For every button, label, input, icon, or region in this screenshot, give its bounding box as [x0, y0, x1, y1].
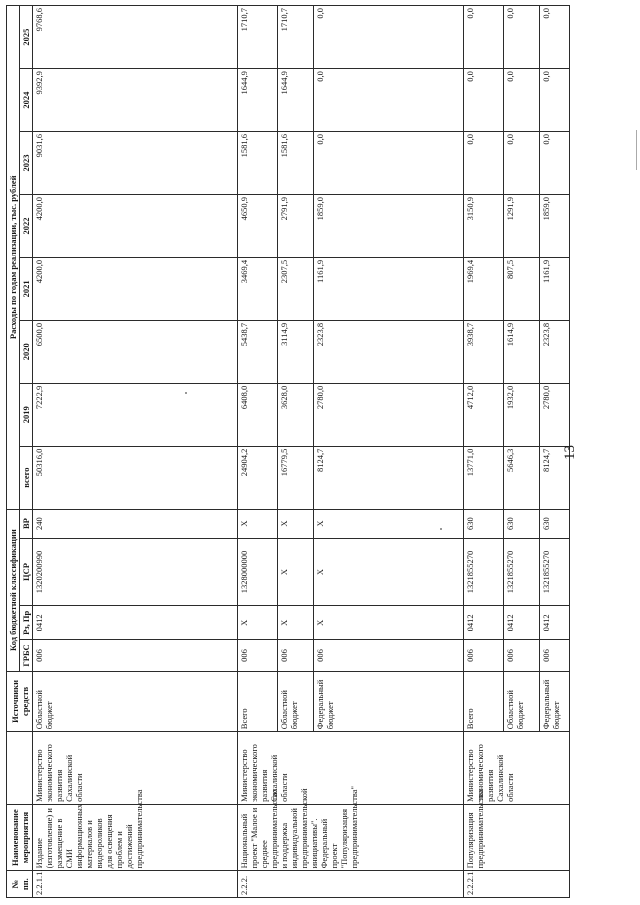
row-value-2025: 0,0	[504, 6, 540, 69]
row-value-2024: 0,0	[504, 69, 540, 132]
row-value-2024: 9392,9	[33, 69, 238, 132]
row-grbs: 006	[33, 640, 238, 671]
header-executor	[7, 732, 33, 805]
table-body	[33, 6, 570, 898]
row-rzpr: 0412	[464, 606, 504, 640]
row-source: Областной бюджет	[278, 671, 314, 732]
row-value-2022: 4200,0	[33, 194, 238, 257]
row-value-2024: 1644,9	[278, 69, 314, 132]
row-vr: Х	[278, 509, 314, 538]
row-csr: 1321855270	[464, 538, 504, 606]
row-value-2025: 1710,7	[238, 6, 278, 69]
row-grbs: 006	[504, 640, 540, 671]
row-value-2021: 4200,0	[33, 257, 238, 320]
header-total: всего	[20, 446, 33, 509]
row-value-2023: 1581,6	[238, 132, 278, 195]
row-value-2022: 1859,0	[540, 194, 570, 257]
row-value-2021: 1161,9	[540, 257, 570, 320]
row-grbs: 006	[278, 640, 314, 671]
row-source: Всего	[464, 671, 504, 732]
row-number: 2.2.1.1.	[33, 871, 238, 898]
row-executor: Министерство экономического развития Сахалинской области	[33, 732, 238, 805]
scan-speck	[440, 528, 442, 530]
row-value-2023: 0,0	[464, 132, 504, 195]
row-value-2020: 3114,9	[278, 320, 314, 383]
row-activity-name: Популяризация предпринимательства	[464, 804, 570, 871]
row-value-2021: 807,5	[504, 257, 540, 320]
row-value-2023: 0,0	[504, 132, 540, 195]
row-value-total: 13771,0	[464, 446, 504, 509]
scan-speck	[185, 392, 187, 394]
row-activity-name: Издание (изготовление) и размещение в СМИ информационных материалов и видеороликов для освещения проблем и достижений предпринимательства	[33, 804, 238, 871]
row-value-2020: 2323,8	[540, 320, 570, 383]
row-grbs: 006	[314, 640, 464, 671]
row-value-2019: 7222,9	[33, 383, 238, 446]
row-grbs: 006	[238, 640, 278, 671]
header-year-2019: 2019	[20, 383, 33, 446]
header-name: Наименование мероприятия	[7, 804, 33, 871]
row-vr: Х	[314, 509, 464, 538]
row-activity-name: Национальный проект "Малое и среднее предпринимательство и поддержка индивидуальной предпринимательской инициативы". Федеральный проект "Популяризация предпринимательства"	[238, 804, 464, 871]
row-rzpr: 0412	[540, 606, 570, 640]
row-rzpr: Х	[278, 606, 314, 640]
row-vr: 240	[33, 509, 238, 538]
header-year-2021: 2021	[20, 257, 33, 320]
row-value-2019: 1932,0	[504, 383, 540, 446]
row-value-total: 24904,2	[238, 446, 278, 509]
row-grbs: 006	[464, 640, 504, 671]
row-source: Федеральный бюджет	[314, 671, 464, 732]
row-value-total: 8124,7	[314, 446, 464, 509]
row-csr: 1328000000	[238, 538, 278, 606]
row-value-2019: 6408,0	[238, 383, 278, 446]
row-source: Областной бюджет	[33, 671, 238, 732]
row-value-2020: 2323,8	[314, 320, 464, 383]
header-year-2024: 2024	[20, 69, 33, 132]
row-value-2023: 0,0	[314, 132, 464, 195]
row-value-2024: 0,0	[314, 69, 464, 132]
row-value-2021: 2307,5	[278, 257, 314, 320]
row-source: Всего	[238, 671, 278, 732]
row-rzpr: 0412	[33, 606, 238, 640]
row-vr: 630	[504, 509, 540, 538]
row-value-total: 50316,0	[33, 446, 238, 509]
row-value-2021: 1969,4	[464, 257, 504, 320]
row-value-total: 8124,7	[540, 446, 570, 509]
table-row	[33, 6, 238, 898]
header-expenses-group: Расходы по годам реализации, тыс. рублей	[7, 6, 20, 510]
row-value-2022: 3150,9	[464, 194, 504, 257]
header-year-2022: 2022	[20, 194, 33, 257]
row-source: Областной бюджет	[504, 671, 540, 732]
row-value-total: 16779,5	[278, 446, 314, 509]
row-rzpr: 0412	[504, 606, 540, 640]
row-value-2021: 3469,4	[238, 257, 278, 320]
table-row	[238, 6, 278, 898]
row-vr: Х	[238, 509, 278, 538]
row-executor: Министерство экономического развития Сахалинской области	[238, 732, 464, 805]
row-executor: Министерство экономического развития Сахалинской области	[464, 732, 570, 805]
row-vr: 630	[464, 509, 504, 538]
row-value-2019: 4712,0	[464, 383, 504, 446]
row-value-2020: 5438,7	[238, 320, 278, 383]
row-value-2019: 3628,0	[278, 383, 314, 446]
header-year-2020: 2020	[20, 320, 33, 383]
row-source: Федеральный бюджет	[540, 671, 570, 732]
header-sources: Источники средств	[7, 671, 33, 732]
row-number: 2.2.2.	[238, 871, 464, 898]
row-rzpr: Х	[314, 606, 464, 640]
row-csr: 1320200990	[33, 538, 238, 606]
row-value-2022: 2791,9	[278, 194, 314, 257]
row-value-2025: 0,0	[314, 6, 464, 69]
row-value-2023: 9031,6	[33, 132, 238, 195]
header-year-2025: 2025	[20, 6, 33, 69]
header-num: № пп.	[7, 871, 33, 898]
page-number: 13	[562, 445, 578, 460]
table-row	[464, 6, 504, 898]
row-csr: Х	[314, 538, 464, 606]
row-csr: 1321855270	[504, 538, 540, 606]
row-grbs: 006	[540, 640, 570, 671]
row-rzpr: Х	[238, 606, 278, 640]
row-value-2021: 1161,9	[314, 257, 464, 320]
row-value-2023: 1581,6	[278, 132, 314, 195]
row-value-2019: 2780,0	[314, 383, 464, 446]
header-kbk-group: Код бюджетной классификации	[7, 509, 20, 671]
header-row-1	[7, 6, 20, 898]
row-value-2022: 1291,9	[504, 194, 540, 257]
budget-table	[6, 5, 570, 898]
row-value-2020: 3938,7	[464, 320, 504, 383]
header-rzpr: Рз, Пр	[20, 606, 33, 640]
row-value-2025: 1710,7	[278, 6, 314, 69]
row-value-2024: 1644,9	[238, 69, 278, 132]
row-value-2020: 6500,0	[33, 320, 238, 383]
header-csr: ЦСР	[20, 538, 33, 606]
row-number: 2.2.2.1.	[464, 871, 570, 898]
row-value-2025: 0,0	[464, 6, 504, 69]
row-value-2022: 4650,9	[238, 194, 278, 257]
row-value-2025: 0,0	[540, 6, 570, 69]
row-value-2024: 0,0	[540, 69, 570, 132]
row-value-total: 5646,3	[504, 446, 540, 509]
row-value-2024: 0,0	[464, 69, 504, 132]
row-value-2023: 0,0	[540, 132, 570, 195]
row-csr: Х	[278, 538, 314, 606]
row-csr: 1321855270	[540, 538, 570, 606]
header-grbs: ГРБС	[20, 640, 33, 671]
row-vr: 630	[540, 509, 570, 538]
header-vr: ВР	[20, 509, 33, 538]
row-value-2019: 2780,0	[540, 383, 570, 446]
row-value-2020: 1614,9	[504, 320, 540, 383]
row-value-2025: 9768,6	[33, 6, 238, 69]
header-year-2023: 2023	[20, 132, 33, 195]
row-value-2022: 1859,0	[314, 194, 464, 257]
